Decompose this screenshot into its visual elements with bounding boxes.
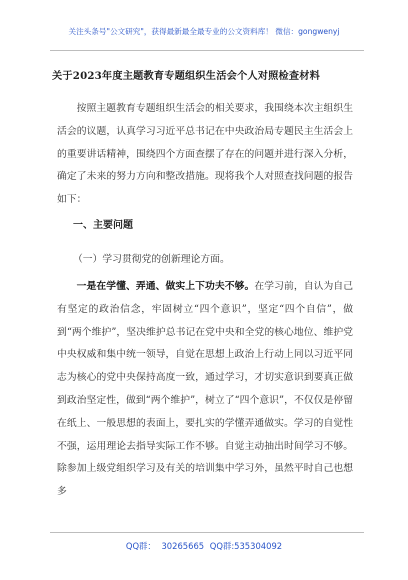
header-divider — [50, 50, 364, 51]
footer-divider — [50, 532, 364, 533]
header-note: 关注头条号"公文研究"，获得最新最全最专业的公文资料库！ 微信：gongwenyj — [68, 27, 340, 36]
paragraph-lead: 一是在学懂、弄通、做实上下功夫不够。 — [76, 281, 255, 292]
document-title: 关于2023年度主题教育专题组织生活会个人对照检查材料 — [52, 70, 321, 82]
section-heading: 一、主要问题 — [73, 220, 133, 231]
body-paragraph — [57, 276, 353, 504]
sub-heading: （一）学习贯彻党的创新理论方面。 — [73, 254, 230, 265]
footer-contact: QQ群： 30265665 QQ群:535304092 — [125, 541, 283, 551]
paragraph-text: 在学习前，自认为自己有坚定的政治信念，牢固树立“四个意识”，坚定“四个自信”，做到“两个维护”，坚决维护总书记在党中央和全党的核心地位、维护党中央权威和集中统一领导，自觉在思想上政治上行动上同以习近平同志为核心的党中央保持高度一致，通过学习，才切实意识到要真正做到政治坚定性，做到“两个维护”，树立了“四个意识”，不仅仅是停留在纸上、一般思想的表面上，要扎实的学懂弄通做实。学习的自觉性不强，运用理论去指导实际工作不够。自觉主动抽出时间学习不够。除参加上级党组织学习及有关的培训集中学习外，虽然平时自己也想多 — [57, 281, 354, 498]
intro-paragraph: 按照主题教育专题组织生活会的相关要求，我围绕本次主组织生活会的议题，认真学习习近平总书记在中央政治局专题民主生活会上的重要讲话精神，围绕四个方面查摆了存在的问题并进行深入分析，确定了未来的努力方向和整改措施。现将我个人对照查找问题的报告如下： — [57, 103, 353, 206]
